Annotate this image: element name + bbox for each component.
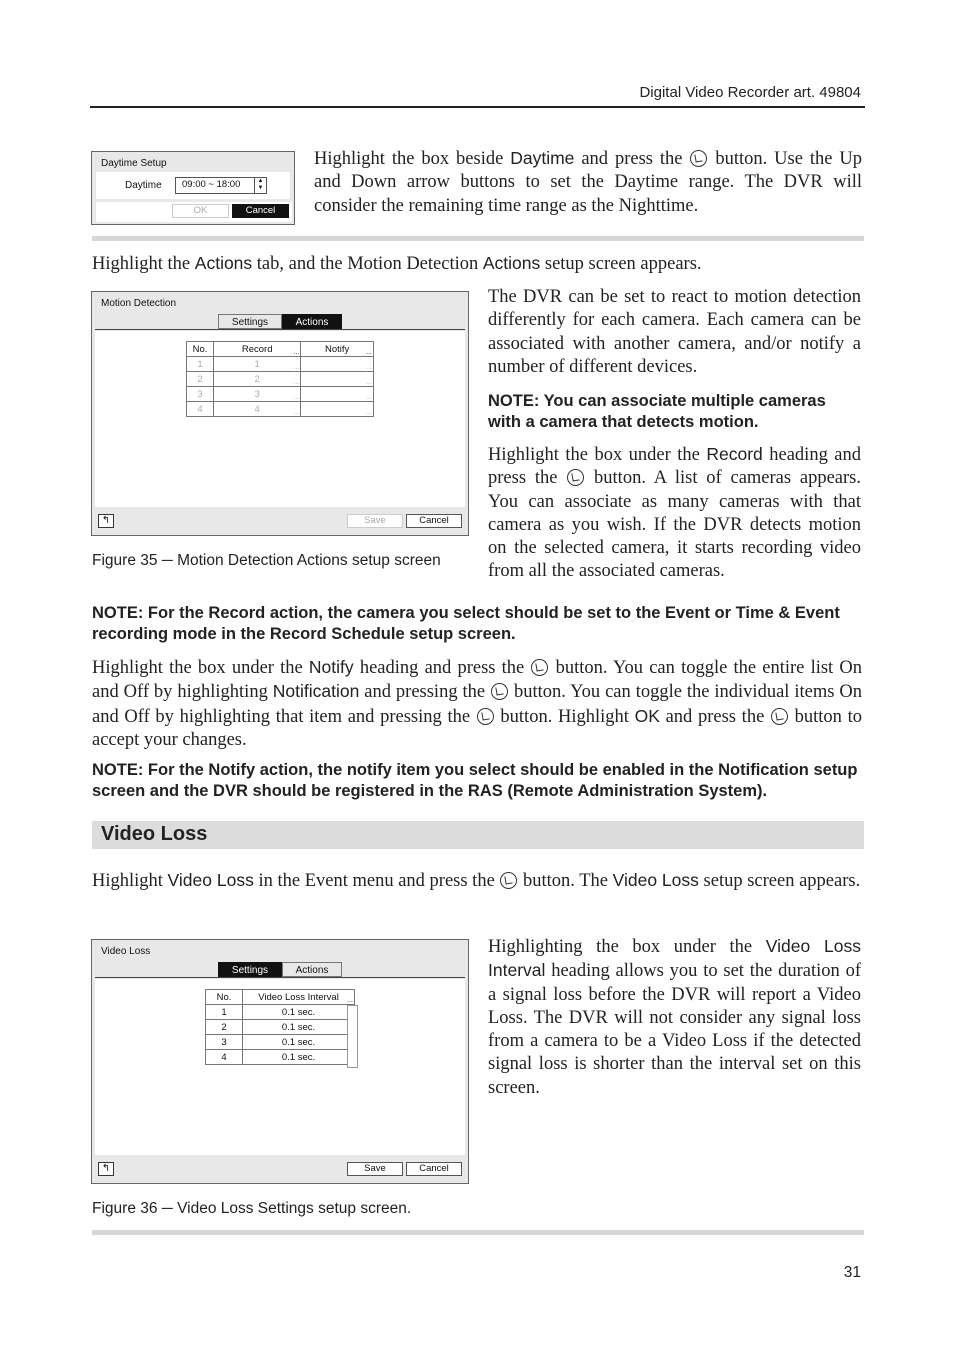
note-record-action: NOTE: For the Record action, the camera you select should be set to the Event or Time & Event recording mode in the Record Schedule setup screen. (92, 604, 840, 643)
header-notify-label: Notify (325, 343, 350, 355)
video-loss-interval-paragraph (488, 935, 861, 1100)
text: Highlight the box under the (488, 445, 707, 465)
save-button[interactable]: Save (347, 514, 403, 528)
text: heading and press the (488, 445, 861, 489)
table-row (187, 357, 374, 372)
ui-term-notify: Notify (308, 657, 354, 677)
ui-term-record: Record (706, 444, 763, 464)
text: setup screen appears. (698, 871, 861, 891)
text: button. Highlight (494, 706, 635, 727)
cancel-button[interactable]: Cancel (406, 514, 462, 528)
table-row (206, 1020, 355, 1035)
table-header (206, 990, 355, 1005)
text: heading and press the (353, 658, 531, 678)
text: and pressing the (359, 682, 491, 703)
interval-cell[interactable] (243, 1005, 355, 1020)
enter-button-icon (531, 659, 548, 676)
table-row (187, 402, 374, 417)
notify-cell[interactable]: ... (301, 402, 374, 417)
enter-button-icon (500, 872, 517, 889)
daytime-range-value: 09:00 ~ 18:00 (182, 179, 241, 190)
video-loss-screen (91, 939, 469, 1184)
section-title: Video Loss (101, 823, 208, 845)
notify-cell[interactable]: ... (301, 387, 374, 402)
text: Highlight the box under the (92, 658, 309, 678)
table-row (206, 1050, 355, 1065)
header-interval[interactable]: Video Loss Interval ... (243, 990, 355, 1005)
text: tab, and the Motion Detection (252, 254, 483, 274)
row-no: 2 (187, 372, 214, 387)
text: and press the (574, 149, 690, 169)
divider-bar (92, 1230, 864, 1235)
notify-cell[interactable]: ... (301, 372, 374, 387)
table-scrollbar[interactable] (347, 1005, 358, 1068)
record-value: 4 (254, 403, 260, 415)
figure-36-caption: Figure 36 ─ Video Loss Settings setup screen. (92, 1200, 412, 1217)
page-number: 31 (843, 1264, 861, 1281)
actions-paragraph (92, 252, 864, 276)
table-row (206, 1035, 355, 1050)
back-arrow-icon[interactable]: ↰ (98, 1162, 114, 1176)
daytime-paragraph (314, 147, 862, 218)
ui-term-notification: Notification (272, 681, 360, 702)
tab-actions[interactable]: Actions (282, 314, 342, 329)
motion-detection-screen (91, 291, 469, 536)
page-header: Digital Video Recorder art. 49804 (639, 84, 861, 101)
ok-button[interactable]: OK (172, 204, 229, 218)
section-header-video-loss (92, 821, 864, 849)
row-no: 4 (187, 402, 214, 417)
actions-table (186, 341, 374, 417)
table-row (206, 1005, 355, 1020)
text: in the Event menu and press the (253, 871, 500, 891)
daytime-setup-screen (91, 151, 295, 225)
cancel-button[interactable]: Cancel (232, 204, 289, 218)
enter-button-icon (491, 683, 508, 700)
divider-bar (92, 236, 864, 241)
header-record[interactable]: Record ... (214, 342, 301, 357)
table-row (187, 387, 374, 402)
row-no: 1 (187, 357, 214, 372)
text: Highlight the box beside (314, 149, 511, 169)
tab-settings[interactable]: Settings (218, 962, 282, 977)
record-cell[interactable]: 4 ... (214, 402, 301, 417)
enter-button-icon (567, 469, 584, 486)
interval-cell[interactable] (243, 1035, 355, 1050)
tab-settings[interactable]: Settings (218, 314, 282, 329)
text: button. A list of cameras appears. You can associate as many cameras with that camera as you wish. If the DVR detects motion on the selected camera, it starts recording video from all the associated cameras. (488, 468, 862, 582)
notify-paragraph (92, 656, 862, 752)
record-cell[interactable]: 1 ... (214, 357, 301, 372)
text: button. You can toggle the individual items On and Off by highlighting that item and pressing the (92, 682, 862, 727)
ui-term-actions: Actions (194, 253, 253, 273)
row-no: 4 (206, 1050, 243, 1065)
video-loss-table (205, 989, 355, 1065)
spinner-icon[interactable]: ▲ ▼ (254, 178, 266, 193)
text: and press the (659, 706, 770, 727)
header-no: No. (187, 342, 214, 357)
ui-term-video-loss-interval: Video Loss Interval (488, 936, 861, 981)
header-no: No. (206, 990, 243, 1005)
screen-title: Daytime Setup (101, 158, 167, 169)
note-notify-action: NOTE: For the Notify action, the notify item you select should be enabled in the Notification setup screen and the DVR should be registered in the RAS (Remote Administration System). (92, 761, 858, 800)
text: button to accept your changes. (92, 706, 862, 750)
record-value: 3 (254, 388, 260, 400)
ui-term-daytime: Daytime (510, 148, 575, 168)
interval-value: 0.1 sec. (281, 1036, 316, 1048)
text: Highlight (92, 871, 168, 891)
header-interval-label: Video Loss Interval (258, 991, 339, 1003)
daytime-label: Daytime (125, 180, 162, 191)
interval-cell[interactable] (243, 1020, 355, 1035)
enter-button-icon (771, 708, 788, 725)
daytime-range-field[interactable] (175, 177, 267, 194)
enter-button-icon (477, 708, 494, 725)
text: button. Use the Up and Down arrow buttons to set the Daytime range. The DVR will consider the remaining time range as the Nighttime. (314, 149, 862, 216)
ui-term-video-loss: Video Loss (612, 870, 699, 890)
text: button. You can toggle the entire list On and Off by highlighting (92, 658, 862, 703)
text: button. The (518, 871, 613, 891)
record-cell[interactable]: 3 ... (214, 387, 301, 402)
text: heading allows you to set the duration of a signal loss before the DVR will report a Video Loss. The DVR will not consider any signal loss from a camera to be a Video Loss if the detected signal loss is shorter than the interval set on this screen. (488, 961, 861, 1098)
interval-value: 0.1 sec. (281, 1051, 316, 1063)
ui-term-ok: OK (634, 705, 660, 726)
interval-cell[interactable] (243, 1050, 355, 1065)
header-rule (90, 106, 865, 108)
cancel-button[interactable]: Cancel (406, 1162, 462, 1176)
interval-value: 0.1 sec. (281, 1021, 316, 1033)
tab-rule (95, 977, 465, 978)
table-row (187, 372, 374, 387)
row-no: 2 (206, 1020, 243, 1035)
note-multiple-cameras: NOTE: You can associate multiple cameras with a camera that detects motion. (488, 392, 826, 431)
screen-title: Motion Detection (101, 298, 177, 309)
ui-term-actions: Actions (482, 253, 541, 273)
interval-value: 0.1 sec. (281, 1006, 316, 1018)
row-no: 1 (206, 1005, 243, 1020)
screen-title: Video Loss (101, 946, 151, 957)
tab-rule (95, 329, 465, 330)
back-arrow-icon[interactable]: ↰ (98, 514, 114, 528)
ui-term-video-loss: Video Loss (167, 870, 254, 890)
record-paragraph (488, 443, 861, 584)
notify-cell[interactable]: ... (301, 357, 374, 372)
enter-button-icon (690, 150, 707, 167)
row-no: 3 (206, 1035, 243, 1050)
header-record-label: Record (241, 343, 273, 355)
record-value: 2 (254, 373, 260, 385)
figure-35-caption: Figure 35 ─ Motion Detection Actions setup screen (92, 552, 441, 569)
header-notify[interactable]: Notify ... (301, 342, 374, 357)
text: Highlight the (92, 254, 195, 274)
text: Highlighting the box under the (488, 937, 766, 957)
text: setup screen appears. (540, 254, 702, 274)
save-button[interactable]: Save (347, 1162, 403, 1176)
row-no: 3 (187, 387, 214, 402)
record-value: 1 (254, 358, 260, 370)
video-loss-intro-paragraph (92, 869, 862, 893)
record-cell[interactable]: 2 ... (214, 372, 301, 387)
tab-actions[interactable]: Actions (282, 962, 342, 977)
motion-intro-paragraph: The DVR can be set to react to motion detection differently for each camera. Each camera can be associated with another camera, and/or notify a number of different devices. (488, 287, 861, 377)
table-header (187, 342, 374, 357)
